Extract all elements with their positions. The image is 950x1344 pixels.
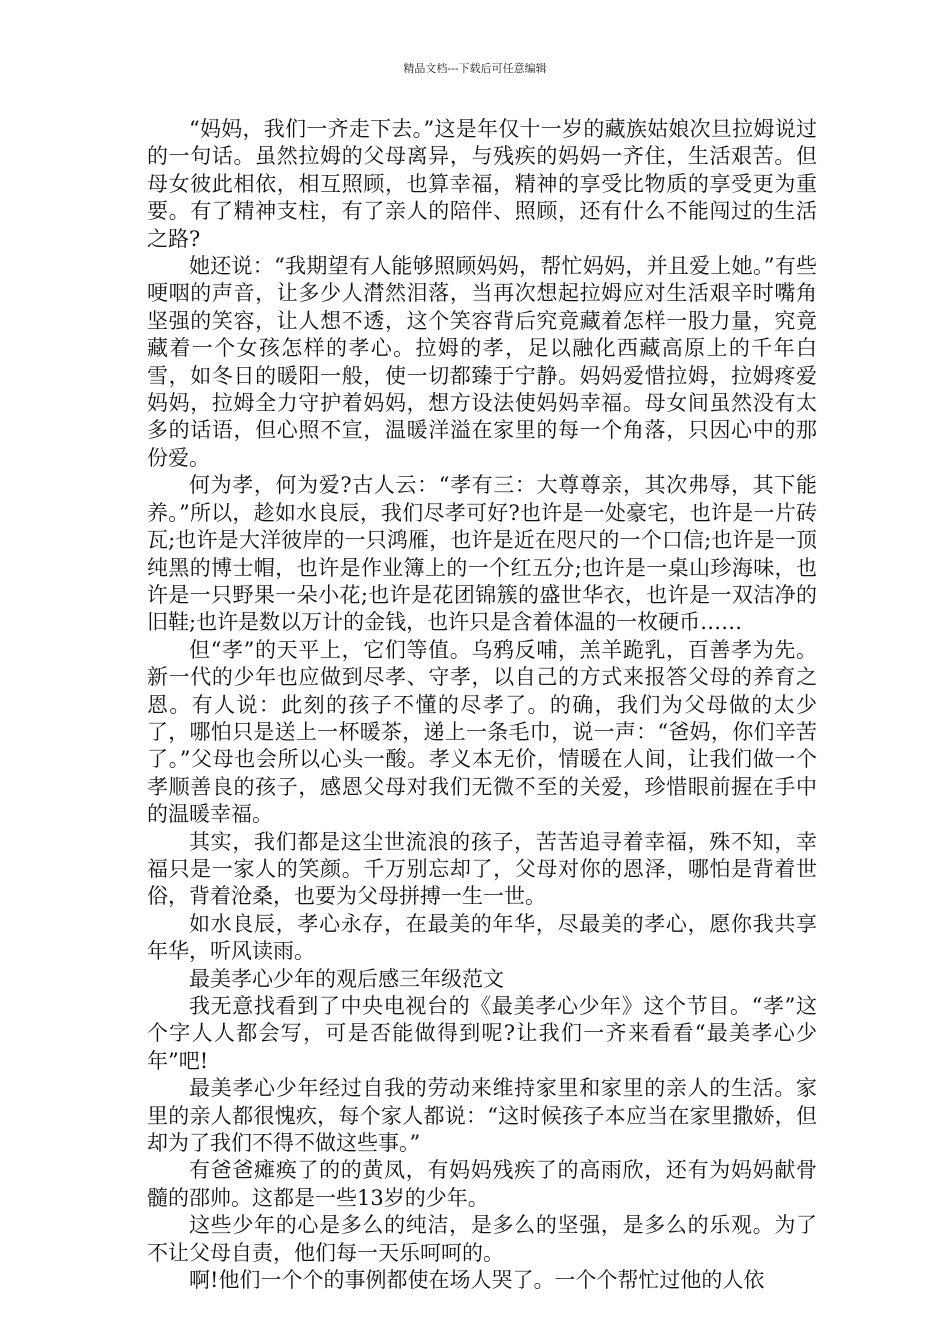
paragraph: 啊!他们一个个的事例都使在场人哭了。一个个帮忙过他的人依 — [189, 1268, 765, 1293]
section-title: 最美孝心少年的观后感三年级范文 — [189, 966, 504, 991]
paragraph: 最美孝心少年经过自我的劳动来维持家里和家里的亲人的生活。家里的亲人都很愧疚，每个家人都说：“这时候孩子本应当在家里撒娇，但却为了我们不得不做这些事。” — [147, 1076, 817, 1156]
page-header: 精品文档---下载后可任意编辑 — [403, 62, 547, 75]
paragraph: 我无意找看到了中央电视台的《最美孝心少年》这个节目。“孝”这个字人人都会写，可是否能做得到呢?让我们一齐来看看“最美孝心少年”吧! — [147, 994, 817, 1073]
paragraph: 如水良辰，孝心永存，在最美的年华，尽最美的孝心，愿你我共享年华，听风读雨。 — [147, 911, 817, 964]
paragraph: 何为孝，何为爱?古人云：“孝有三：大尊尊亲，其次弗辱，其下能养。”所以，趁如水良辰，我们尽孝可好?也许是一处豪宅，也许是一片砖瓦;也许是大洋彼岸的一只鸿雁，也许是近在咫尺的一个口信;也许是一顶纯黑的博士帽，也许是作业簿上的一个红五分;也许是一桌山珍海味，也许是一只野果一朵小花;也许是花团锦簇的盛世华衣，也许是一双洁净的旧鞋;也许是数以万计的金钱，也许只是含着体温的一枚硬币…… — [147, 473, 817, 635]
paragraph: 有爸爸瘫痪了的的黄凤，有妈妈残疾了的高雨欣，还有为妈妈献骨髓的邵帅。这都是一些13岁的少年。 — [147, 1158, 817, 1210]
paragraph: 其实，我们都是这尘世流浪的孩子，苦苦追寻着幸福，殊不知，幸福只是一家人的笑颜。千万别忘却了，父母对你的恩泽，哪怕是背着世俗，背着沧桑，也要为父母拼搏一生一世。 — [147, 829, 817, 909]
paragraph: 但“孝”的天平上，它们等值。乌鸦反哺，羔羊跪乳，百善孝为先。新一代的少年也应做到尽孝、守孝，以自己的方式来报答父母的养育之恩。有人说：此刻的孩子不懂的尽孝了。的确，我们为父母做的太少了，哪怕只是送上一杯暖茶，递上一条毛巾，说一声：“爸妈，你们辛苦了。”父母也会所以心头一酸。孝义本无价，情暖在人间，让我们做一个孝顺善良的孩子，感恩父母对我们无微不至的关爱，珍惜眼前握在手中的温暖幸福。 — [147, 637, 817, 827]
document-body — [147, 116, 817, 1294]
paragraph: 她还说：“我期望有人能够照顾妈妈，帮忙妈妈，并且爱上她。”有些哽咽的声音，让多少人潸然泪落，当再次想起拉姆应对生活艰辛时嘴角坚强的笑容，让人想不透，这个笑容背后究竟藏着怎样一股力量，究竟藏着一个女孩怎样的孝心。拉姆的孝，足以融化西藏高原上的千年白雪，如冬日的暖阳一般，使一切都臻于宁静。妈妈爱惜拉姆，拉姆疼爱妈妈，拉姆全力守护着妈妈，想方设法使妈妈幸福。母女间虽然没有太多的话语，但心照不宣，温暖洋溢在家里的每一个角落，只因心中的那份爱。 — [147, 254, 817, 470]
paragraph: 这些少年的心是多么的纯洁，是多么的坚强，是多么的乐观。为了不让父母自责，他们每一天乐呵呵的。 — [147, 1213, 817, 1265]
paragraph: “妈妈，我们一齐走下去。”这是年仅十一岁的藏族姑娘次旦拉姆说过的一句话。虽然拉姆的父母离异，与残疾的妈妈一齐住，生活艰苦。但母女彼此相依，相互照顾，也算幸福，精神的享受比物质的享受更为重要。有了精神支柱，有了亲人的陪伴、照顾，还有什么不能闯过的生活之路? — [147, 117, 817, 251]
